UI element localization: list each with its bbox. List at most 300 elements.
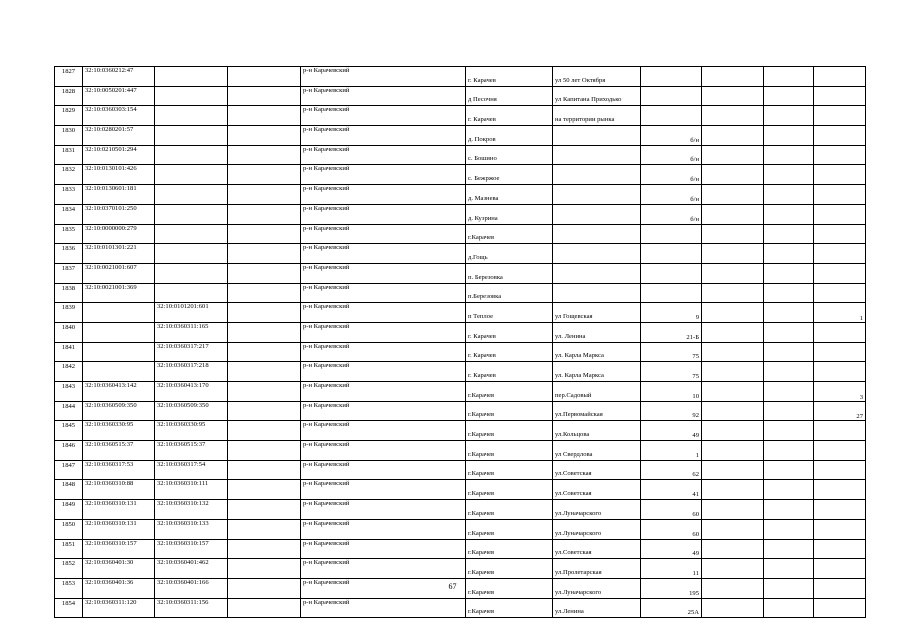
cadastral-number-cell: 32:10:0360303:154 <box>83 106 155 126</box>
empty-cell <box>702 598 764 618</box>
street-cell: ул.Луначарского <box>553 500 641 520</box>
empty-cell <box>228 106 301 126</box>
empty-cell <box>764 283 814 303</box>
building-cadastral-cell <box>155 165 228 185</box>
apartment-cell <box>814 283 866 303</box>
cadastral-number-cell: 32:10:0370101:250 <box>83 204 155 224</box>
empty-cell <box>228 244 301 264</box>
locality-cell: п.Березовка <box>466 283 553 303</box>
locality-cell: г. Карачев <box>466 342 553 362</box>
district-cell: р-н Карачевский <box>301 322 466 342</box>
house-number-cell <box>641 244 702 264</box>
empty-cell <box>764 67 814 87</box>
house-number-cell: 9 <box>641 303 702 323</box>
empty-cell <box>702 460 764 480</box>
apartment-cell <box>814 519 866 539</box>
cadastral-number-cell: 32:10:0360401:30 <box>83 559 155 579</box>
empty-cell <box>702 283 764 303</box>
street-cell: ул 50 лет Октября <box>553 67 641 87</box>
row-number-cell: 1846 <box>55 441 83 461</box>
cadastral-number-cell: 32:10:0360330:95 <box>83 421 155 441</box>
cadastral-number-cell: 32:10:0360310:131 <box>83 500 155 520</box>
house-number-cell: б/н <box>641 165 702 185</box>
empty-cell <box>702 185 764 205</box>
building-cadastral-cell <box>155 185 228 205</box>
building-cadastral-cell <box>155 263 228 283</box>
house-number-cell: 49 <box>641 539 702 559</box>
empty-cell <box>228 342 301 362</box>
empty-cell <box>702 224 764 244</box>
building-cadastral-cell: 32:10:0360310:132 <box>155 500 228 520</box>
apartment-cell <box>814 559 866 579</box>
row-number-cell: 1839 <box>55 303 83 323</box>
house-number-cell: б/н <box>641 204 702 224</box>
district-cell: р-н Карачевский <box>301 519 466 539</box>
street-cell: ул.Луначарского <box>553 578 641 598</box>
district-cell: р-н Карачевский <box>301 224 466 244</box>
locality-cell: г.Карачев <box>466 421 553 441</box>
empty-cell <box>702 204 764 224</box>
empty-cell <box>228 322 301 342</box>
row-number-cell: 1830 <box>55 126 83 146</box>
street-cell <box>553 283 641 303</box>
street-cell: ул.Советская <box>553 460 641 480</box>
row-number-cell: 1837 <box>55 263 83 283</box>
empty-cell <box>228 263 301 283</box>
locality-cell: г.Карачев <box>466 224 553 244</box>
empty-cell <box>764 519 814 539</box>
empty-cell <box>702 480 764 500</box>
apartment-cell <box>814 342 866 362</box>
row-number-cell: 1850 <box>55 519 83 539</box>
empty-cell <box>702 86 764 106</box>
street-cell <box>553 244 641 264</box>
house-number-cell: 195 <box>641 578 702 598</box>
street-cell: ул.Пролетарская <box>553 559 641 579</box>
apartment-cell <box>814 441 866 461</box>
house-number-cell: 49 <box>641 421 702 441</box>
house-number-cell: б/н <box>641 145 702 165</box>
building-cadastral-cell: 32:10:0360413:170 <box>155 382 228 402</box>
apartment-cell: 27 <box>814 401 866 421</box>
cadastral-number-cell: 32:10:0360310:88 <box>83 480 155 500</box>
empty-cell <box>702 362 764 382</box>
table-row <box>55 322 866 342</box>
row-number-cell: 1832 <box>55 165 83 185</box>
district-cell: р-н Карачевский <box>301 145 466 165</box>
district-cell: р-н Карачевский <box>301 283 466 303</box>
empty-cell <box>764 303 814 323</box>
apartment-cell <box>814 244 866 264</box>
building-cadastral-cell: 32:10:0360317:217 <box>155 342 228 362</box>
apartment-cell <box>814 362 866 382</box>
cadastral-number-cell: 32:10:0101301:221 <box>83 244 155 264</box>
apartment-cell <box>814 460 866 480</box>
row-number-cell: 1851 <box>55 539 83 559</box>
house-number-cell <box>641 67 702 87</box>
house-number-cell: 10 <box>641 382 702 402</box>
house-number-cell: б/н <box>641 126 702 146</box>
cadastral-number-cell: 32:10:0021001:369 <box>83 283 155 303</box>
table-row <box>55 244 866 264</box>
table-row <box>55 519 866 539</box>
row-number-cell: 1829 <box>55 106 83 126</box>
empty-cell <box>228 500 301 520</box>
apartment-cell <box>814 224 866 244</box>
apartment-cell <box>814 500 866 520</box>
cadastral-number-cell: 32:10:0210501:294 <box>83 145 155 165</box>
house-number-cell: 41 <box>641 480 702 500</box>
table-row <box>55 559 866 579</box>
empty-cell <box>702 421 764 441</box>
empty-cell <box>702 303 764 323</box>
apartment-cell <box>814 86 866 106</box>
row-number-cell: 1841 <box>55 342 83 362</box>
apartment-cell <box>814 263 866 283</box>
apartment-cell <box>814 204 866 224</box>
empty-cell <box>702 322 764 342</box>
building-cadastral-cell: 32:10:0360330:95 <box>155 421 228 441</box>
empty-cell <box>702 382 764 402</box>
empty-cell <box>764 421 814 441</box>
cadastral-number-cell: 32:10:0130601:181 <box>83 185 155 205</box>
house-number-cell <box>641 106 702 126</box>
table-row <box>55 106 866 126</box>
table-row <box>55 480 866 500</box>
district-cell: р-н Карачевский <box>301 67 466 87</box>
house-number-cell: 60 <box>641 519 702 539</box>
empty-cell <box>228 382 301 402</box>
row-number-cell: 1852 <box>55 559 83 579</box>
house-number-cell: б/н <box>641 185 702 205</box>
table-row <box>55 145 866 165</box>
building-cadastral-cell: 32:10:0360310:157 <box>155 539 228 559</box>
table-row <box>55 185 866 205</box>
empty-cell <box>228 421 301 441</box>
empty-cell <box>764 145 814 165</box>
house-number-cell: 25А <box>641 598 702 618</box>
apartment-cell <box>814 539 866 559</box>
apartment-cell <box>814 598 866 618</box>
building-cadastral-cell <box>155 106 228 126</box>
empty-cell <box>702 342 764 362</box>
empty-cell <box>702 441 764 461</box>
empty-cell <box>228 362 301 382</box>
house-number-cell: 11 <box>641 559 702 579</box>
empty-cell <box>764 500 814 520</box>
locality-cell: г. Карачев <box>466 362 553 382</box>
house-number-cell <box>641 86 702 106</box>
building-cadastral-cell: 32:10:0360515:37 <box>155 441 228 461</box>
locality-cell: с. Бошино <box>466 145 553 165</box>
district-cell: р-н Карачевский <box>301 204 466 224</box>
row-number-cell: 1844 <box>55 401 83 421</box>
empty-cell <box>764 539 814 559</box>
cadastral-number-cell: 32:10:0360401:36 <box>83 578 155 598</box>
empty-cell <box>228 559 301 579</box>
house-number-cell <box>641 283 702 303</box>
table-row <box>55 598 866 618</box>
district-cell: р-н Карачевский <box>301 342 466 362</box>
locality-cell: г.Карачев <box>466 539 553 559</box>
apartment-cell <box>814 106 866 126</box>
building-cadastral-cell: 32:10:0360310:133 <box>155 519 228 539</box>
locality-cell: д Песочня <box>466 86 553 106</box>
locality-cell: г.Карачев <box>466 578 553 598</box>
building-cadastral-cell: 32:10:0360317:218 <box>155 362 228 382</box>
table-row <box>55 421 866 441</box>
building-cadastral-cell <box>155 67 228 87</box>
building-cadastral-cell: 32:10:0360401:166 <box>155 578 228 598</box>
table-row <box>55 303 866 323</box>
building-cadastral-cell: 32:10:0360311:165 <box>155 322 228 342</box>
building-cadastral-cell: 32:10:0101201:601 <box>155 303 228 323</box>
building-cadastral-cell <box>155 145 228 165</box>
table-row <box>55 224 866 244</box>
cadastral-number-cell: 32:10:0360515:37 <box>83 441 155 461</box>
building-cadastral-cell: 32:10:0360401:462 <box>155 559 228 579</box>
row-number-cell: 1840 <box>55 322 83 342</box>
table-row <box>55 401 866 421</box>
empty-cell <box>702 263 764 283</box>
locality-cell: г.Карачев <box>466 598 553 618</box>
street-cell: пер.Садовый <box>553 382 641 402</box>
house-number-cell: 75 <box>641 362 702 382</box>
table-row <box>55 500 866 520</box>
locality-cell: г.Карачев <box>466 500 553 520</box>
street-cell: ул. Карла Маркса <box>553 342 641 362</box>
cadastral-number-cell: 32:10:0360212:47 <box>83 67 155 87</box>
empty-cell <box>228 283 301 303</box>
house-number-cell: 1 <box>641 441 702 461</box>
district-cell: р-н Карачевский <box>301 421 466 441</box>
empty-cell <box>764 204 814 224</box>
street-cell <box>553 126 641 146</box>
locality-cell: г.Карачев <box>466 519 553 539</box>
building-cadastral-cell <box>155 86 228 106</box>
empty-cell <box>764 106 814 126</box>
street-cell <box>553 165 641 185</box>
street-cell <box>553 263 641 283</box>
empty-cell <box>228 303 301 323</box>
empty-cell <box>764 244 814 264</box>
cadastral-number-cell: 32:10:0280201:57 <box>83 126 155 146</box>
cadastral-number-cell: 32:10:0360310:157 <box>83 539 155 559</box>
street-cell: ул. Ленина <box>553 322 641 342</box>
locality-cell: г.Карачев <box>466 559 553 579</box>
locality-cell: г. Карачев <box>466 322 553 342</box>
cadastral-number-cell <box>83 342 155 362</box>
empty-cell <box>764 401 814 421</box>
empty-cell <box>764 382 814 402</box>
district-cell: р-н Карачевский <box>301 500 466 520</box>
cadastral-number-cell: 32:10:0000000:279 <box>83 224 155 244</box>
empty-cell <box>764 362 814 382</box>
locality-cell: г. Карачев <box>466 106 553 126</box>
house-number-cell <box>641 224 702 244</box>
building-cadastral-cell <box>155 244 228 264</box>
empty-cell <box>228 598 301 618</box>
empty-cell <box>702 67 764 87</box>
building-cadastral-cell: 32:10:0360311:156 <box>155 598 228 618</box>
apartment-cell <box>814 322 866 342</box>
empty-cell <box>702 145 764 165</box>
registry-table <box>54 66 866 618</box>
table-row <box>55 539 866 559</box>
district-cell: р-н Карачевский <box>301 441 466 461</box>
empty-cell <box>228 145 301 165</box>
street-cell: ул Капитана Приходько <box>553 86 641 106</box>
locality-cell: г.Карачев <box>466 401 553 421</box>
building-cadastral-cell <box>155 283 228 303</box>
street-cell: ул. Карла Маркса <box>553 362 641 382</box>
empty-cell <box>702 165 764 185</box>
cadastral-number-cell: 32:10:0360509:350 <box>83 401 155 421</box>
district-cell: р-н Карачевский <box>301 106 466 126</box>
cadastral-number-cell <box>83 303 155 323</box>
locality-cell: п Теплое <box>466 303 553 323</box>
empty-cell <box>228 441 301 461</box>
row-number-cell: 1854 <box>55 598 83 618</box>
table-row <box>55 86 866 106</box>
row-number-cell: 1834 <box>55 204 83 224</box>
empty-cell <box>764 86 814 106</box>
apartment-cell <box>814 421 866 441</box>
street-cell: ул.Советская <box>553 539 641 559</box>
empty-cell <box>764 126 814 146</box>
building-cadastral-cell: 32:10:0360310:111 <box>155 480 228 500</box>
apartment-cell <box>814 480 866 500</box>
district-cell: р-н Карачевский <box>301 165 466 185</box>
empty-cell <box>228 539 301 559</box>
table-row <box>55 67 866 87</box>
street-cell: ул.Кольцова <box>553 421 641 441</box>
street-cell: на территории рынка <box>553 106 641 126</box>
table-row <box>55 165 866 185</box>
district-cell: р-н Карачевский <box>301 185 466 205</box>
locality-cell: г. Карачев <box>466 67 553 87</box>
empty-cell <box>702 106 764 126</box>
empty-cell <box>764 263 814 283</box>
locality-cell: г.Карачев <box>466 382 553 402</box>
empty-cell <box>228 126 301 146</box>
apartment-cell <box>814 165 866 185</box>
cadastral-number-cell <box>83 362 155 382</box>
house-number-cell: 62 <box>641 460 702 480</box>
house-number-cell: 21-Б <box>641 322 702 342</box>
table-row <box>55 263 866 283</box>
house-number-cell: 75 <box>641 342 702 362</box>
row-number-cell: 1836 <box>55 244 83 264</box>
table-row <box>55 382 866 402</box>
empty-cell <box>764 185 814 205</box>
apartment-cell <box>814 126 866 146</box>
district-cell: р-н Карачевский <box>301 362 466 382</box>
locality-cell: г.Карачев <box>466 441 553 461</box>
house-number-cell: 60 <box>641 500 702 520</box>
street-cell: ул Свердлова <box>553 441 641 461</box>
apartment-cell <box>814 185 866 205</box>
apartment-cell <box>814 67 866 87</box>
district-cell: р-н Карачевский <box>301 539 466 559</box>
cadastral-number-cell: 32:10:0360311:120 <box>83 598 155 618</box>
row-number-cell: 1831 <box>55 145 83 165</box>
street-cell <box>553 185 641 205</box>
district-cell: р-н Карачевский <box>301 86 466 106</box>
empty-cell <box>228 460 301 480</box>
empty-cell <box>764 480 814 500</box>
empty-cell <box>702 126 764 146</box>
district-cell: р-н Карачевский <box>301 244 466 264</box>
street-cell: ул.Советская <box>553 480 641 500</box>
cadastral-number-cell: 32:10:0130101:426 <box>83 165 155 185</box>
row-number-cell: 1849 <box>55 500 83 520</box>
locality-cell: г.Карачев <box>466 480 553 500</box>
building-cadastral-cell: 32:10:0360317:54 <box>155 460 228 480</box>
row-number-cell: 1853 <box>55 578 83 598</box>
page-number: 67 <box>448 582 457 591</box>
district-cell: р-н Карачевский <box>301 263 466 283</box>
registry-body <box>55 67 866 618</box>
empty-cell <box>764 460 814 480</box>
district-cell: р-н Карачевский <box>301 559 466 579</box>
empty-cell <box>228 401 301 421</box>
table-row <box>55 204 866 224</box>
house-number-cell: 92 <box>641 401 702 421</box>
empty-cell <box>702 519 764 539</box>
locality-cell: д.Гощь <box>466 244 553 264</box>
street-cell: ул.Ленина <box>553 598 641 618</box>
apartment-cell <box>814 145 866 165</box>
table-row <box>55 441 866 461</box>
cadastral-number-cell: 32:10:0360317:53 <box>83 460 155 480</box>
house-number-cell <box>641 263 702 283</box>
locality-cell: с. Бежржое <box>466 165 553 185</box>
district-cell: р-н Карачевский <box>301 460 466 480</box>
empty-cell <box>228 519 301 539</box>
row-number-cell: 1835 <box>55 224 83 244</box>
cadastral-number-cell: 32:10:0050201:447 <box>83 86 155 106</box>
row-number-cell: 1848 <box>55 480 83 500</box>
district-cell: р-н Карачевский <box>301 480 466 500</box>
locality-cell: д. Кузрина <box>466 204 553 224</box>
empty-cell <box>702 244 764 264</box>
street-cell <box>553 145 641 165</box>
building-cadastral-cell <box>155 224 228 244</box>
cadastral-number-cell: 32:10:0021001:607 <box>83 263 155 283</box>
empty-cell <box>702 559 764 579</box>
district-cell: р-н Карачевский <box>301 382 466 402</box>
empty-cell <box>228 86 301 106</box>
cadastral-number-cell <box>83 322 155 342</box>
building-cadastral-cell: 32:10:0360509:350 <box>155 401 228 421</box>
empty-cell <box>764 598 814 618</box>
row-number-cell: 1845 <box>55 421 83 441</box>
empty-cell <box>702 500 764 520</box>
empty-cell <box>764 322 814 342</box>
empty-cell <box>764 342 814 362</box>
street-cell: ул.Луначарского <box>553 519 641 539</box>
row-number-cell: 1838 <box>55 283 83 303</box>
table-row <box>55 460 866 480</box>
building-cadastral-cell <box>155 204 228 224</box>
table-row <box>55 283 866 303</box>
street-cell: ул.Первомайская <box>553 401 641 421</box>
cadastral-number-cell: 32:10:0360413:142 <box>83 382 155 402</box>
empty-cell <box>764 559 814 579</box>
locality-cell: д. Покров <box>466 126 553 146</box>
row-number-cell: 1827 <box>55 67 83 87</box>
